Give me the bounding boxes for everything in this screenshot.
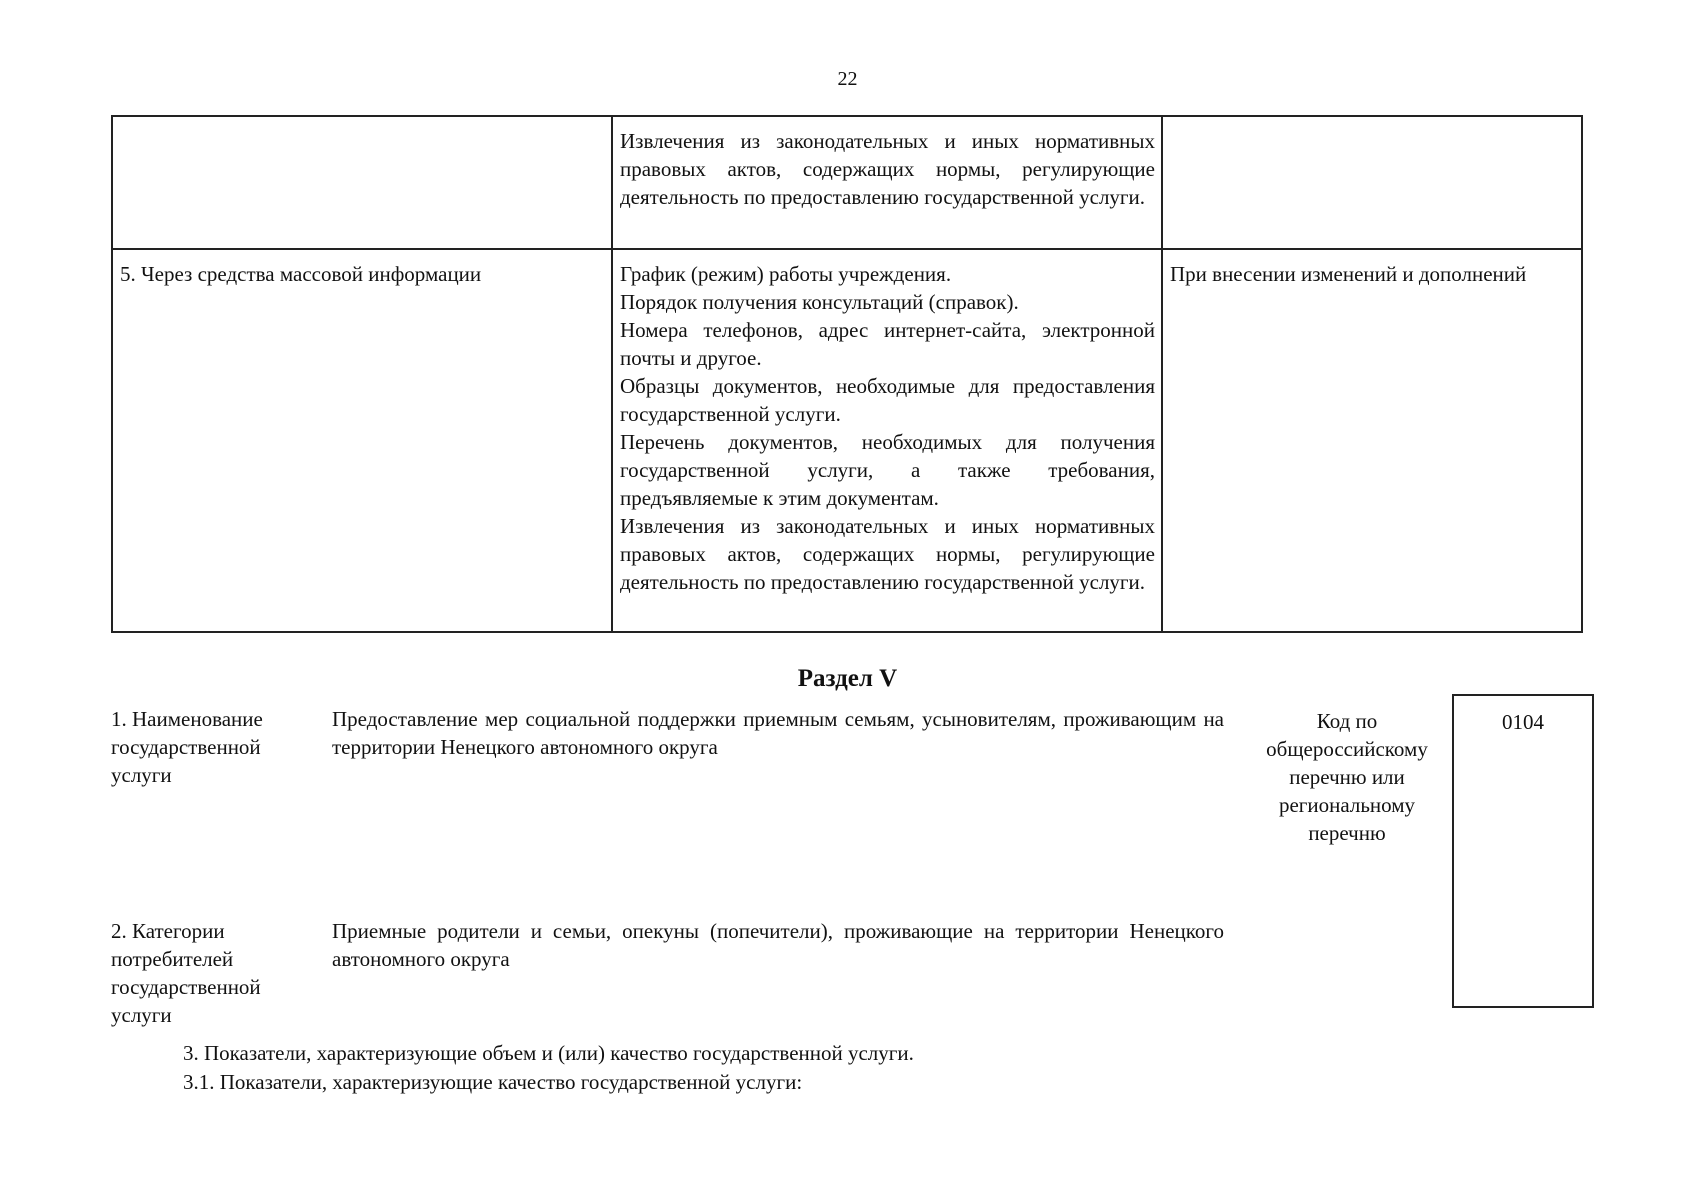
table-cell xyxy=(612,116,1162,249)
page-number: 22 xyxy=(837,68,858,90)
cell-line: Номера телефонов, адрес интернет-сайта, электронной почты и другое. xyxy=(620,318,1155,370)
cell-line: График (режим) работы учреждения. xyxy=(620,262,952,286)
item1-label: 1. Наименование государственной услуги xyxy=(111,707,263,787)
table-row xyxy=(112,249,1582,632)
table-cell xyxy=(112,116,612,249)
code-label: Код по общероссийскому перечню или региональному перечню xyxy=(1266,709,1428,845)
indicators-heading: 3. Показатели, характеризующие объем и (или) качество государственной услуги. xyxy=(183,1041,914,1065)
item2-value: Приемные родители и семьи, опекуны (попечители), проживающие на территории Ненецкого автономного округа xyxy=(332,919,1224,971)
table-cell xyxy=(612,249,1162,632)
cell-line: Извлечения из законодательных и иных нормативных правовых актов, содержащих нормы, регулирующие деятельность по предоставлению государственной услуги. xyxy=(620,514,1155,594)
cell-line: Порядок получения консультаций (справок). xyxy=(620,290,1019,314)
table-cell xyxy=(1162,116,1582,249)
table-row xyxy=(112,116,1582,249)
cell-text: При внесении изменений и дополнений xyxy=(1170,262,1527,286)
code-box xyxy=(1452,694,1594,1008)
quality-indicators-heading: 3.1. Показатели, характеризующие качество государственной услуги: xyxy=(183,1070,803,1094)
info-table xyxy=(111,115,1583,633)
section-title: Раздел V xyxy=(797,665,898,692)
code-value: 0104 xyxy=(1502,710,1544,734)
item2-label: 2. Категории потребителей государственной услуги xyxy=(111,919,261,1027)
cell-text: 5. Через средства массовой информации xyxy=(120,262,482,286)
item1-value: Предоставление мер социальной поддержки приемным семьям, усыновителям, проживающим на территории Ненецкого автономного округа xyxy=(332,707,1224,759)
cell-line: Образцы документов, необходимые для предоставления государственной услуги. xyxy=(620,374,1155,426)
cell-line: Перечень документов, необходимых для получения государственной услуги, а также требования, предъявляемые к этим документам. xyxy=(620,430,1155,510)
table-cell xyxy=(1162,249,1582,632)
table-cell xyxy=(112,249,612,632)
cell-text: Извлечения из законодательных и иных нормативных правовых актов, содержащих нормы, регулирующие деятельность по предоставлению государственной услуги. xyxy=(620,129,1155,209)
